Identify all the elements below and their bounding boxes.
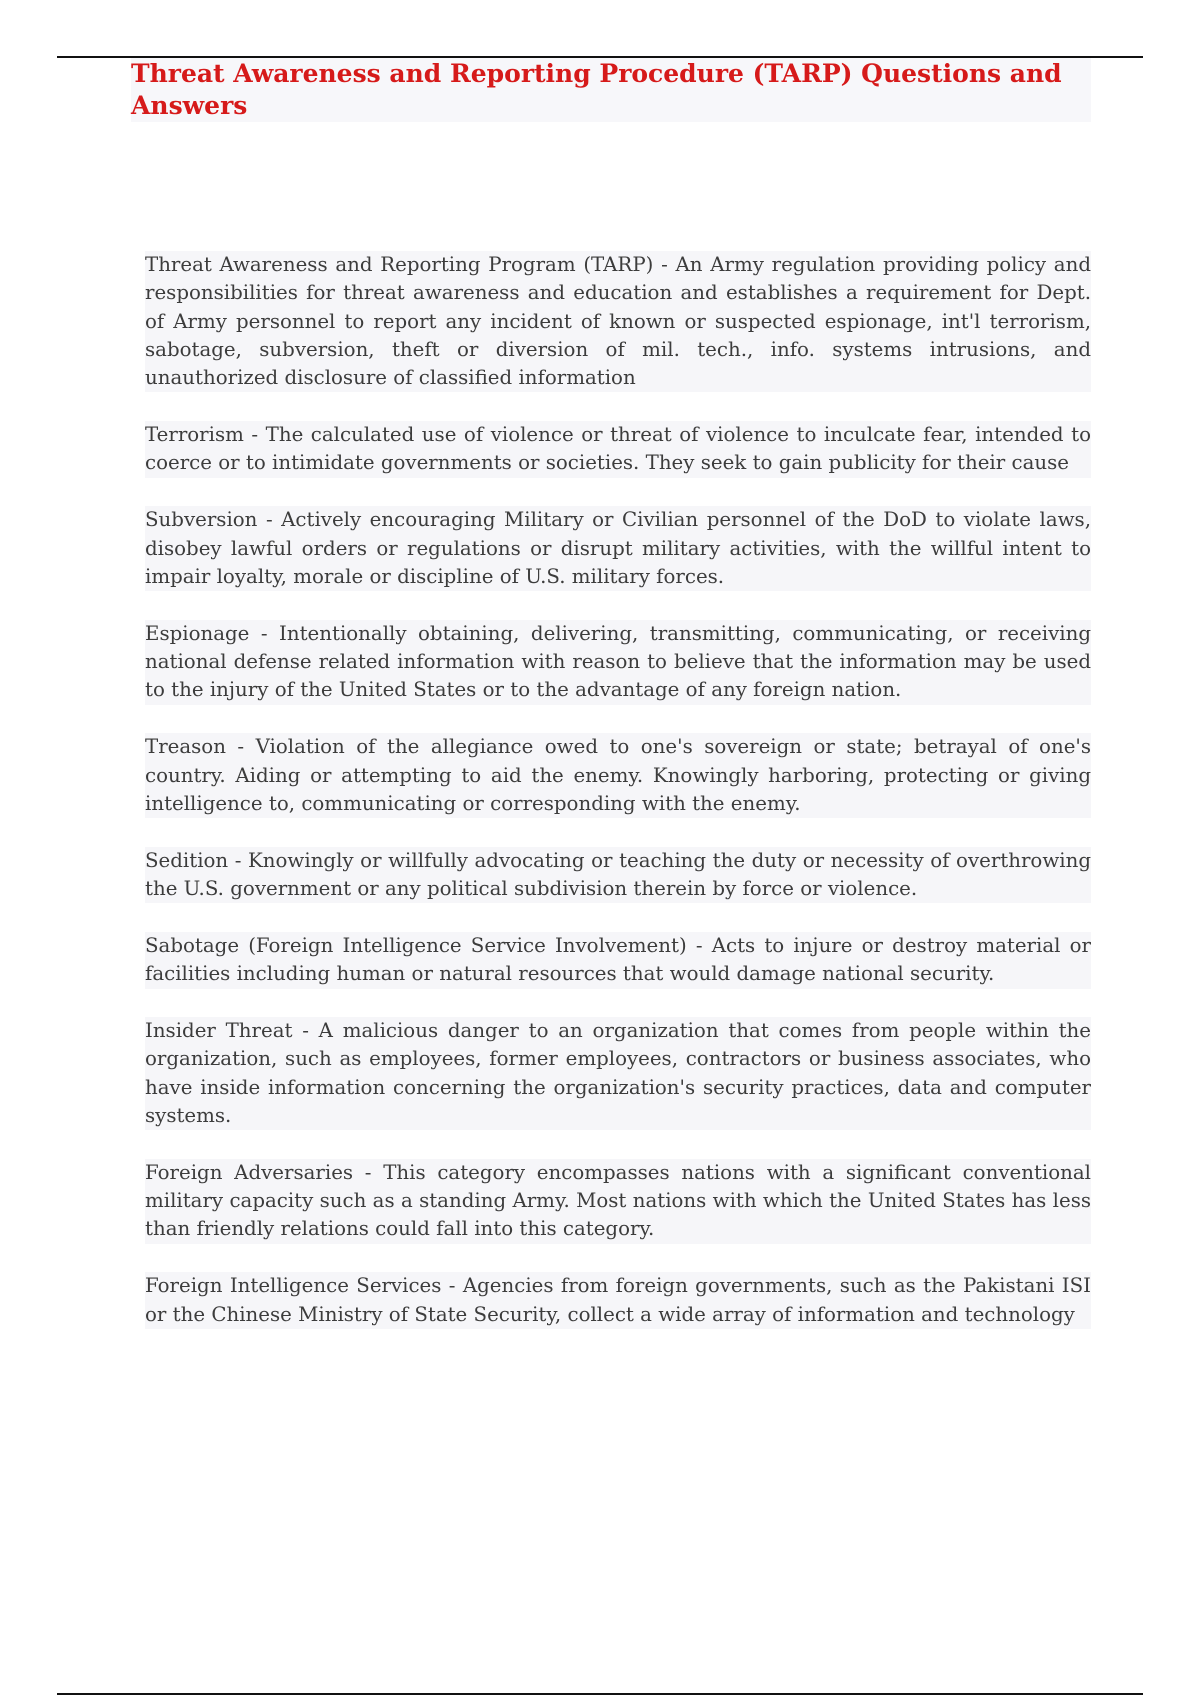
definition-foreign-adversaries: Foreign Adversaries - This category encompasses nations with a significant conventional military capacity such as a standing Army. Most nations with which the United States has less than friendly relations could fall into this category. — [145, 1159, 1091, 1244]
footer-rule — [57, 1693, 1143, 1695]
definition-treason: Treason - Violation of the allegiance owed to one's sovereign or state; betrayal of one's country. Aiding or attempting to aid the enemy. Knowingly harboring, protecting or giving intelligence to, communicating or corresponding with the enemy. — [145, 733, 1091, 818]
definition-list — [145, 251, 1091, 1329]
definition-sedition: Sedition - Knowingly or willfully advocating or teaching the duty or necessity of overthrowing the U.S. government or any political subdivision therein by force or violence. — [145, 847, 1091, 904]
definition-insider-threat: Insider Threat - A malicious danger to an organization that comes from people within the organization, such as employees, former employees, contractors or business associates, who have inside information concerning the organization's security practices, data and computer systems. — [145, 1017, 1091, 1130]
definition-espionage: Espionage - Intentionally obtaining, delivering, transmitting, communicating, or receiving national defense related information with reason to believe that the information may be used to the injury of the United States or to the advantage of any foreign nation. — [145, 620, 1091, 705]
definition-terrorism: Terrorism - The calculated use of violence or threat of violence to inculcate fear, intended to coerce or to intimidate governments or societies. They seek to gain publicity for their cause — [145, 421, 1091, 478]
definition-foreign-intelligence-services: Foreign Intelligence Services - Agencies from foreign governments, such as the Pakistani ISI or the Chinese Ministry of State Security, collect a wide array of information and technology — [145, 1272, 1091, 1329]
definition-sabotage: Sabotage (Foreign Intelligence Service Involvement) - Acts to injure or destroy material or facilities including human or natural resources that would damage national security. — [145, 932, 1091, 989]
document-title: Threat Awareness and Reporting Procedure (TARP) Questions and Answers — [131, 58, 1091, 122]
definition-subversion: Subversion - Actively encouraging Military or Civilian personnel of the DoD to violate laws, disobey lawful orders or regulations or disrupt military activities, with the willful intent to impair loyalty, morale or discipline of U.S. military forces. — [145, 506, 1091, 591]
definition-tarp: Threat Awareness and Reporting Program (TARP) - An Army regulation providing policy and responsibilities for threat awareness and education and establishes a requirement for Dept. of Army personnel to report any incident of known or suspected espionage, int'l terrorism, sabotage, subversion, theft or diversion of mil. tech., info. systems intrusions, and unauthorized disclosure of classified information — [145, 251, 1091, 392]
